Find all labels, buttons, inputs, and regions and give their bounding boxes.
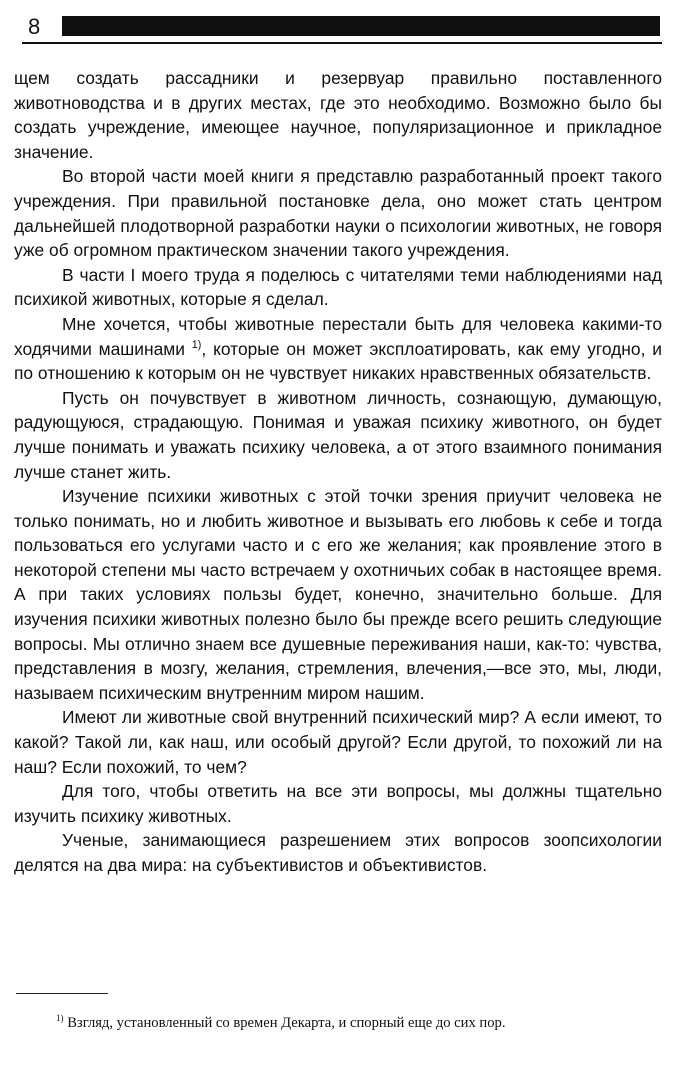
paragraph: Пусть он почувствует в животном личность, сознающую, думающую, радующуюся, страдающую. Понимая и уважая психику животного, он будет лучше понимать и уважать психику человека, а от этого взаимного понимания лучше станет жить.	[14, 387, 662, 482]
paragraph-with-footnote-ref	[14, 312, 662, 386]
header-rule	[22, 42, 662, 44]
header-black-bar	[62, 16, 660, 36]
page-header	[0, 0, 676, 60]
paragraph: Во второй части моей книги я представлю разработанный проект такого учреждения. При правильной постановке дела, оно может стать центром дальнейшей плодотворной разработки науки о психологии животных, не говоря уже об огромном практическом значении такого учреждения.	[14, 166, 662, 261]
paragraph-text-before-ref: Мне хочется, чтобы животные перестали быть для человека какими-то ходячими машинами	[14, 313, 662, 359]
footnote	[14, 1012, 662, 1034]
paragraph-continuation: щем создать рассадники и резервуар правильно поставленного животноводства и в других местах, где это необходимо. Возможно было бы создать учреждение, имеющее научное, популяризационное и прикладное значение.	[14, 68, 662, 162]
footnote-reference[interactable]: 1)	[191, 338, 202, 351]
paragraph: Изучение психики животных с этой точки зрения приучит человека не только понимать, но и любить животное и вызывать его любовь к себе и тогда пользоваться его услугами часто и с его же желания; как проявление этого в некоторой степени мы часто встречаем у охотничьих собак в настоящее время. А при таких условиях пользы будет, конечно, значительно больше. Для изучения психики животных полезно было бы прежде всего решить следующие вопросы. Мы отлично знаем все душевные переживания наши, как-то: чувства, представления в мозгу, желания, стремления, влечения,—все это, мы, люди, называем психическим внутренним миром нашим.	[14, 486, 662, 703]
footnote-text: Взгляд, установленный со времен Декарта, и спорный еще до сих пор.	[63, 1015, 506, 1031]
paragraph: Ученые, занимающиеся разрешением этих вопросов зоопсихологии делятся на два мира: на субъективистов и объективистов.	[14, 830, 662, 875]
body-text	[14, 66, 662, 878]
page-number: 8	[28, 14, 41, 39]
paragraph: Для того, чтобы ответить на все эти вопросы, мы должны тщательно изучить психику животных.	[14, 781, 662, 826]
paragraph: Имеют ли животные свой внутренний психический мир? А если имеют, то какой? Такой ли, как наш, или особый другой? Если другой, то похожий ли на наш? Если похожий, то чем?	[14, 707, 662, 777]
paragraph: В части I моего труда я поделюсь с читателями теми наблюдениями над психикой животных, которые я сделал.	[14, 264, 662, 310]
footnote-mark: 1)	[56, 1013, 64, 1024]
paragraph-text-after-ref: , которые он может эксплоатировать, как ему угодно, и по отношению к которым он не чувствует никаких нравственных обязательств.	[14, 338, 663, 384]
footnote-separator	[16, 993, 108, 994]
